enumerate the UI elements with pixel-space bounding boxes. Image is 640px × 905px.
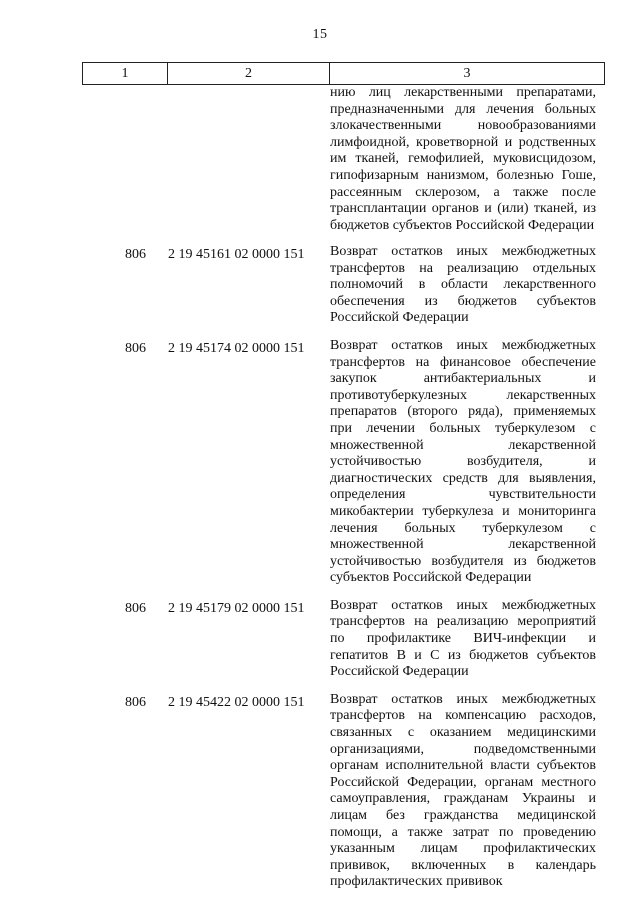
description-cell [330,338,596,587]
description-text: Возврат остатков иных межбюджетных трансфертов на финансовое обеспечение закупок антибактериальных и противотуберкулезных лекарственных препаратов (второго ряда), применяемых при лечении больных туберкулезом с множественной лекарственной устойчивостью возбудителя, и диагностических средств для выявления, определения чувствительности микобактерии туберкулеза и мониторинга лечения больных туберкулезом с множественной лекарственной устойчивостью возбудителя из бюджетов субъектов Российской Федерации [330,337,596,586]
admin-code-cell: 806 [125,340,146,356]
page-number: 15 [312,27,328,42]
description-cell [330,244,596,327]
table-body [0,244,640,902]
description-cell [330,598,596,681]
admin-code-cell: 806 [125,247,146,262]
column-header-table [82,62,605,85]
table-row [0,244,640,327]
kbk-code-cell: 2 19 45422 02 0000 151 [168,694,305,710]
kbk-code-cell: 2 19 45161 02 0000 151 [168,247,305,262]
column-header-3: 3 [330,63,605,85]
description-text: Возврат остатков иных межбюджетных трансфертов на компенсацию расходов, связанных с оказанием медицинскими организациями, подведомственными органам исполнительной власти субъектов Российской Федерации, органам местного самоуправления, гражданам Украины и лицам без гражданства медицинской помощи, а также затрат по проведению указанным лицам профилактических прививок, включенных в календарь профилактических прививок [330,691,596,890]
description-text: Возврат остатков иных межбюджетных трансфертов на реализацию отдельных полномочий в области лекарственного обеспечения из бюджетов субъектов Российской Федерации [330,244,596,326]
description-cell [330,692,596,891]
column-header-2: 2 [168,63,330,85]
table-row [0,338,640,587]
table-row [0,598,640,681]
column-header-1: 1 [83,63,168,85]
continuation-text: нию лиц лекарственными препаратами, предназначенными для лечения больных злокачественными новообразованиями лимфоидной, кроветворной и родственных им тканей, гемофилией, муковисцидозом, гипофизарным нанизмом, болезнью Гоше, рассеянным склерозом, а также после трансплантации органов и (или) тканей, из бюджетов субъектов Российской Федерации [330,85,596,233]
kbk-code-cell: 2 19 45174 02 0000 151 [168,340,305,356]
table-row [0,692,640,891]
continuation-text-cell [330,85,596,234]
admin-code-cell: 806 [125,694,146,710]
admin-code-cell: 806 [125,600,146,616]
column-header-row [83,63,605,85]
description-text: Возврат остатков иных межбюджетных трансфертов на реализацию мероприятий по профилактике ВИЧ-инфекции и гепатитов В и С из бюджетов субъектов Российской Федерации [330,597,596,680]
kbk-code-cell: 2 19 45179 02 0000 151 [168,600,305,616]
